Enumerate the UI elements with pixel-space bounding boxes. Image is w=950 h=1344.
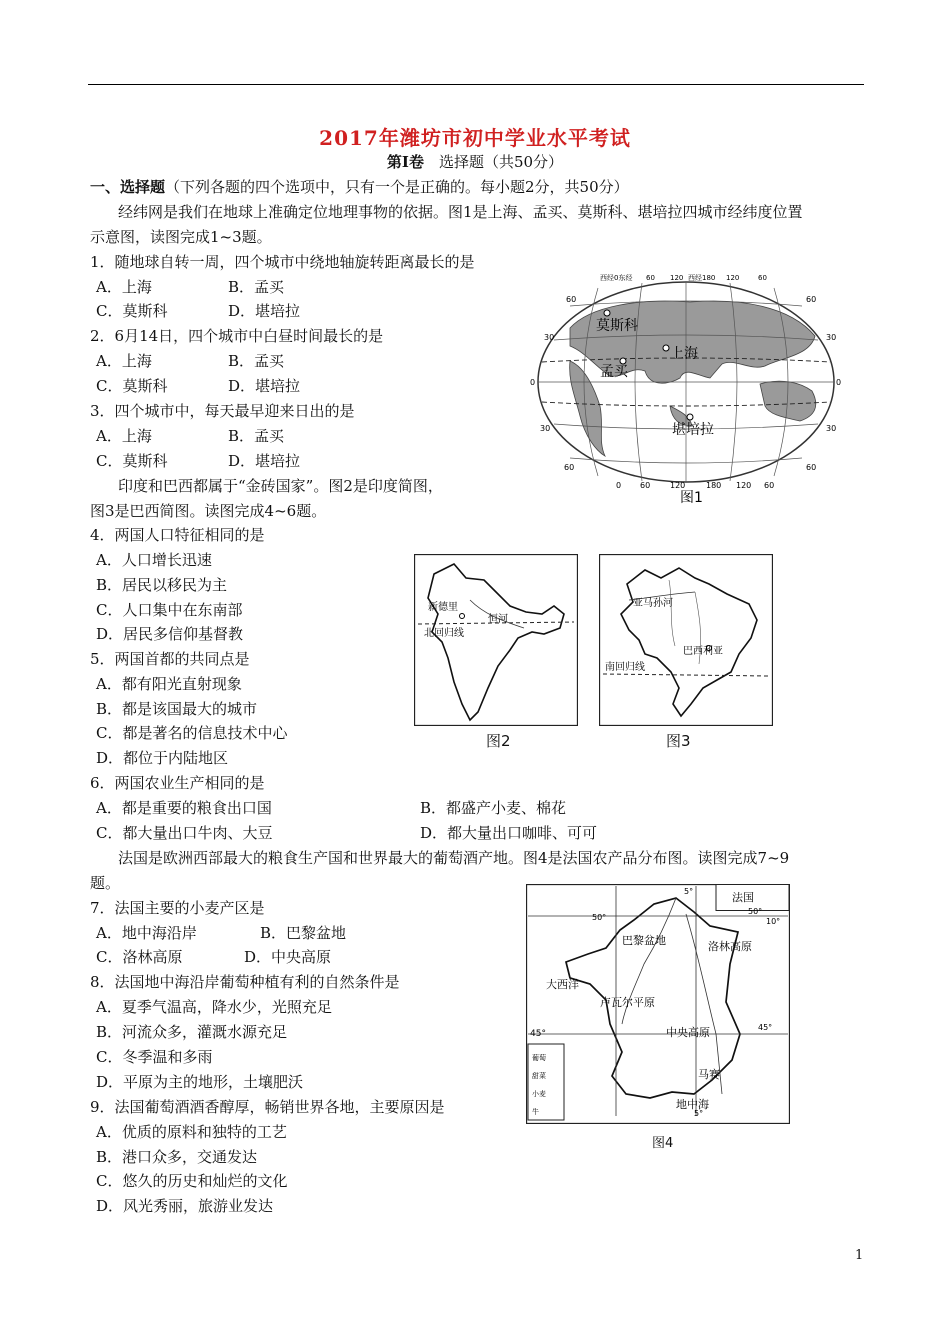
fig1-moscow-label: 莫斯科 — [596, 318, 638, 334]
question-7: 7．法国主要的小麦产区是 — [90, 899, 265, 917]
q9-option-c[interactable]: C．悠久的历史和灿烂的文化 — [96, 1172, 288, 1190]
q1-option-b[interactable]: B．孟买 — [228, 278, 285, 296]
fig2-new-delhi-label: 新德里 — [428, 602, 458, 613]
intro-1-line-1: 经纬网是我们在地球上准确定位地理事物的依据。图1是上海、孟买、莫斯科、堪培拉四城市经纬度位置 — [118, 203, 803, 221]
q6-option-a[interactable]: A．都是重要的粮食出口国 — [96, 799, 272, 817]
canberra-point — [687, 414, 693, 420]
question-6: 6．两国农业生产相同的是 — [90, 774, 265, 792]
fig4-legend-grape: 葡萄 — [532, 1054, 546, 1062]
moscow-point — [604, 310, 610, 316]
fig3-label: 图3 — [666, 732, 691, 750]
question-4: 4．两国人口特征相同的是 — [90, 526, 265, 544]
question-5: 5．两国首都的共同点是 — [90, 650, 250, 668]
fig1-lat-0: 0 — [530, 378, 536, 387]
fig1-shanghai-label: 上海 — [670, 346, 698, 362]
fig4-med-label: 地中海 — [676, 1098, 709, 1111]
fig1-lat-30s-right: 30 — [826, 424, 837, 433]
fig4-legend-cattle: 牛 — [532, 1108, 539, 1116]
fig1-lat-0-right: 0 — [836, 378, 842, 387]
fig2-ganges-label: 恒河 — [488, 614, 508, 625]
q4-option-a[interactable]: A．人口增长迅速 — [96, 551, 212, 569]
question-9: 9．法国葡萄酒酒香醇厚，畅销世界各地，主要原因是 — [90, 1098, 445, 1116]
fig1-lat-30s: 30 — [540, 424, 551, 433]
fig4-paris-basin-label: 巴黎盆地 — [622, 934, 666, 947]
page-number: 1 — [855, 1248, 864, 1263]
fig1-lat-30n: 30 — [544, 333, 555, 342]
fig1-lon-60b: 60 — [758, 274, 767, 282]
q1-option-d[interactable]: D．堪培拉 — [228, 302, 301, 320]
figure-2-india-map — [414, 554, 578, 726]
question-1: 1．随地球自转一周，四个城市中绕地轴旋转距离最长的是 — [90, 253, 475, 271]
question-8: 8．法国地中海沿岸葡萄种植有利的自然条件是 — [90, 973, 400, 991]
fig4-country-label: 法国 — [732, 891, 754, 904]
fig4-lon-5-bottom: 5° — [694, 1109, 704, 1118]
fig1-lat-60s: 60 — [564, 463, 575, 472]
fig3-brasilia-label: 巴西利亚 — [683, 646, 723, 657]
fig1-canberra-label: 堪培拉 — [672, 422, 714, 438]
q6-option-b[interactable]: B．都盛产小麦、棉花 — [420, 799, 567, 817]
fig4-lat-45-right: 45° — [758, 1023, 773, 1032]
figure-3-brazil-map — [599, 554, 773, 726]
q9-option-b[interactable]: B．港口众多，交通发达 — [96, 1148, 258, 1166]
fig4-lat-50-left: 50° — [592, 913, 607, 922]
question-3: 3．四个城市中，每天最早迎来日出的是 — [90, 402, 355, 420]
fig3-tropic-label: 南回归线 — [605, 662, 645, 673]
exam-title: 2017年潍坊市初中学业水平考试 — [319, 126, 631, 150]
fig1-lon-60: 60 — [646, 274, 655, 282]
q8-option-b[interactable]: B．河流众多，灌溉水源充足 — [96, 1023, 288, 1041]
fig1-lon-180: 西经180 — [688, 274, 716, 282]
q5-option-c[interactable]: C．都是著名的信息技术中心 — [96, 724, 288, 742]
q7-option-b[interactable]: B．巴黎盆地 — [260, 924, 347, 942]
q2-option-b[interactable]: B．孟买 — [228, 352, 285, 370]
fig4-legend-wheat: 小麦 — [532, 1090, 546, 1098]
fig4-lorraine-label: 洛林高原 — [708, 940, 752, 953]
q4-option-b[interactable]: B．居民以移民为主 — [96, 576, 228, 594]
q9-option-a[interactable]: A．优质的原料和独特的工艺 — [96, 1123, 287, 1141]
fig1-blon-120: 120 — [670, 481, 686, 490]
q6-option-d[interactable]: D．都大量出口咖啡、可可 — [420, 824, 598, 842]
q8-option-c[interactable]: C．冬季温和多雨 — [96, 1048, 213, 1066]
q5-option-a[interactable]: A．都有阳光直射现象 — [96, 675, 242, 693]
q3-option-c[interactable]: C．莫斯科 — [96, 452, 168, 470]
q9-option-d[interactable]: D．风光秀丽，旅游业发达 — [96, 1197, 274, 1215]
intro-3-line-1: 法国是欧洲西部最大的粮食生产国和世界最大的葡萄酒产地。图4是法国农产品分布图。读图完成7~9 — [118, 849, 790, 867]
fig4-lat-45-left: 45° — [530, 1029, 546, 1039]
q3-option-d[interactable]: D．堪培拉 — [228, 452, 301, 470]
figure-4-france-map — [526, 884, 790, 1124]
fig4-lat-50-right: 50° — [748, 907, 763, 916]
fig1-blon-60b: 60 — [764, 481, 775, 490]
fig1-mumbai-label: 孟买 — [600, 364, 628, 380]
q5-option-d[interactable]: D．都位于内陆地区 — [96, 749, 229, 767]
section-heading: 一、选择题（下列各题的四个选项中，只有一个是正确的。每小题2分，共50分） — [90, 178, 629, 196]
q5-option-b[interactable]: B．都是该国最大的城市 — [96, 700, 258, 718]
q2-option-d[interactable]: D．堪培拉 — [228, 377, 301, 395]
q8-option-a[interactable]: A．夏季气温高，降水少，光照充足 — [96, 998, 332, 1016]
fig4-loire-label: 卢瓦尔平原 — [600, 996, 655, 1009]
fig1-label: 图1 — [680, 490, 703, 506]
intro-3-line-2: 题。 — [90, 874, 121, 892]
intro-2-line-1: 印度和巴西都属于“金砖国家”。图2是印度简图， — [118, 477, 443, 495]
fig4-legend-beet: 甜菜 — [532, 1072, 546, 1080]
intro-2-line-2: 图3是巴西简图。读图完成4~6题。 — [90, 502, 327, 520]
fig4-atlantic-label: 大西洋 — [546, 978, 579, 991]
shanghai-point — [663, 345, 669, 351]
fig1-blon-180: 180 — [706, 481, 722, 490]
q2-option-a[interactable]: A．上海 — [96, 352, 152, 370]
fig3-amazon-label: 亚马孙河 — [633, 598, 673, 609]
fig2-tropic-label: 北回归线 — [424, 628, 464, 639]
fig4-lon-10: 10° — [766, 917, 781, 926]
q7-option-d[interactable]: D．中央高原 — [244, 948, 332, 966]
q1-option-c[interactable]: C．莫斯科 — [96, 302, 168, 320]
fig4-lon-5-top: 5° — [684, 887, 694, 896]
fig1-lat-60s-right: 60 — [806, 463, 817, 472]
fig4-label: 图4 — [652, 1136, 674, 1151]
fig1-blon-120b: 120 — [736, 481, 752, 490]
q3-option-b[interactable]: B．孟买 — [228, 427, 285, 445]
q8-option-d[interactable]: D．平原为主的地形，土壤肥沃 — [96, 1073, 304, 1091]
q7-option-c[interactable]: C．洛林高原 — [96, 948, 183, 966]
question-2: 2．6月14日，四个城市中白昼时间最长的是 — [90, 327, 384, 345]
q6-option-c[interactable]: C．都大量出口牛肉、大豆 — [96, 824, 273, 842]
fig4-marseille-label: 马赛 — [698, 1068, 720, 1081]
q4-option-d[interactable]: D．居民多信仰基督教 — [96, 625, 244, 643]
fig2-label: 图2 — [486, 732, 511, 750]
fig1-lon-120: 120 — [670, 274, 684, 282]
fig1-lat-30n-right: 30 — [826, 333, 837, 342]
fig1-lon-120b: 120 — [726, 274, 740, 282]
fig1-blon-60: 60 — [640, 481, 651, 490]
figure-1-world-map — [530, 266, 846, 508]
q7-option-a[interactable]: A．地中海沿岸 — [96, 924, 197, 942]
header-rule — [88, 84, 864, 85]
q2-option-c[interactable]: C．莫斯科 — [96, 377, 168, 395]
fig1-lat-60n-right: 60 — [806, 295, 817, 304]
q1-option-a[interactable]: A．上海 — [96, 278, 152, 296]
fig1-lon-west-east: 西经0东经 — [600, 274, 633, 282]
fig1-blon-0: 0 — [616, 481, 622, 490]
q3-option-a[interactable]: A．上海 — [96, 427, 152, 445]
q4-option-c[interactable]: C．人口集中在东南部 — [96, 601, 243, 619]
volume-heading: 第Ⅰ卷 选择题（共50分） — [386, 153, 564, 171]
intro-1-line-2: 示意图，读图完成1~3题。 — [90, 228, 272, 246]
fig1-lat-60n: 60 — [566, 295, 577, 304]
fig4-central-label: 中央高原 — [666, 1026, 710, 1039]
